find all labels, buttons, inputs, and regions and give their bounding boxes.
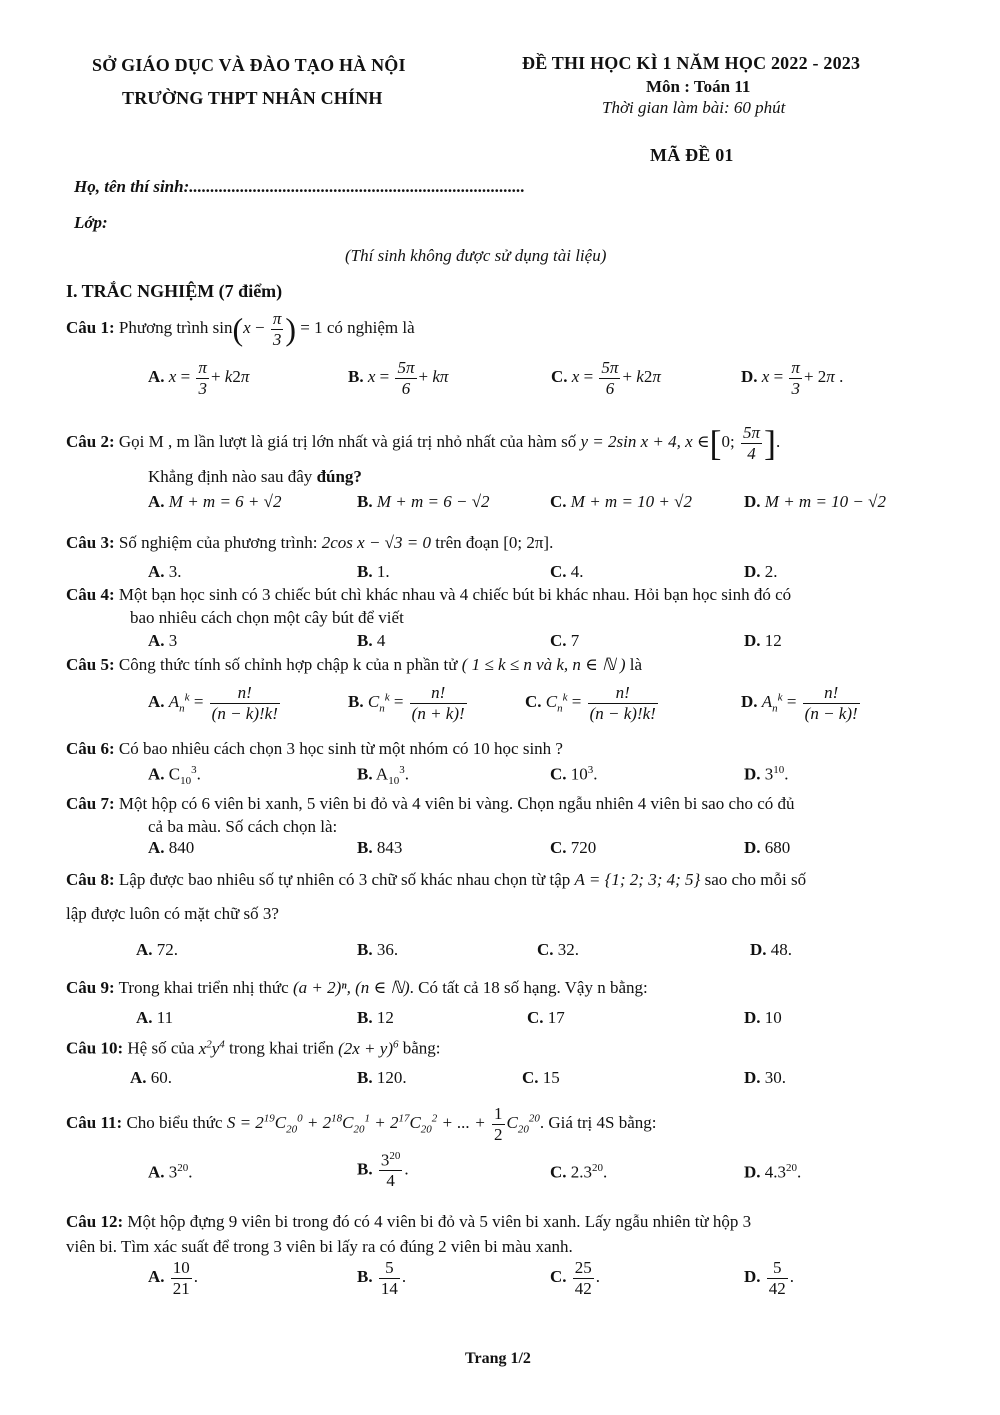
q11-option-b[interactable]: B. $\frac{3^{20}}{4}$ . — [357, 1150, 409, 1191]
question-3: Câu 3: Số nghiệm của phương trình: 2cos x − √3 = 0 trên đoạn [0; 2π]. — [66, 533, 554, 552]
q7-line2: cả ba màu. Số cách chọn là: — [148, 817, 338, 836]
student-class-field[interactable]: Lớp: — [74, 213, 108, 232]
q8-option-c[interactable]: C. 32. — [537, 940, 580, 959]
q4-option-c[interactable]: C. 7 — [550, 631, 580, 650]
q4-option-a[interactable]: A. 3 — [148, 631, 178, 650]
question-12: Câu 12: Một hộp đựng 9 viên bi trong đó có 4 viên bi đỏ và 5 viên bi xanh. Lấy ngẫu nhiên từ hộp 3 — [66, 1212, 752, 1231]
q12-option-d[interactable]: D. $\frac{5}{42}$ . — [744, 1258, 795, 1298]
exam-title: ĐỀ THI HỌC KÌ 1 NĂM HỌC 2022 - 2023 — [522, 53, 861, 73]
q11-option-d[interactable]: D. $4.3^{20}$. — [744, 1162, 802, 1182]
q12-line2: viên bi. Tìm xác suất để trong 3 viên bi lấy ra có đúng 2 viên bi màu xanh. — [66, 1237, 573, 1256]
q9-option-a[interactable]: A. 11 — [136, 1008, 174, 1027]
q10-option-d[interactable]: D. 30. — [744, 1068, 787, 1087]
q7-option-d[interactable]: D. 680 — [744, 838, 791, 857]
q3-option-d[interactable]: D. 2. — [744, 562, 778, 581]
dept-name: SỞ GIÁO DỤC VÀ ĐÀO TẠO HÀ NỘI — [92, 55, 406, 75]
question-11: Câu 11: Cho biểu thức $S = 2^{19}C_{20}^0 + 2^{18}C_{20}^1 + 2^{17}C_{20}^2$ + ... + $\frac{1}{2}$ $C_{20}^{20}$. Giá trị 4S bằng: — [66, 1104, 657, 1144]
page-number: Trang 1/2 — [465, 1350, 531, 1367]
question-10: Câu 10: Hệ số của $x^2y^4$ trong khai triển $(2x + y)^6$ bằng: — [66, 1038, 441, 1058]
q10-option-b[interactable]: B. 120. — [357, 1068, 407, 1087]
question-2: Câu 2: Gọi M , m lần lượt là giá trị lớn nhất và giá trị nhỏ nhất của hàm số y = 2sin x + 4, x ∈[0; $\frac{5\pi}{4}$ ]. — [66, 423, 781, 464]
q11-option-a[interactable]: A. $3^{20}$. — [148, 1162, 193, 1182]
q12-option-b[interactable]: B. $\frac{5}{14}$ . — [357, 1258, 407, 1298]
q3-option-b[interactable]: B. 1. — [357, 562, 390, 581]
question-label: Câu 1: — [66, 317, 115, 337]
exam-note: (Thí sinh không được sử dụng tài liệu) — [345, 246, 607, 265]
question-1: Câu 1: Phương trình sin(x − $\frac{\pi}{3}$ ) = 1 có nghiệm là — [66, 309, 415, 349]
question-4: Câu 4: Một bạn học sinh có 3 chiếc bút chì khác nhau và 4 chiếc bút bi khác nhau. Hỏi bạn học sinh đó có — [66, 585, 792, 604]
q7-option-c[interactable]: C. 720 — [550, 838, 597, 857]
exam-time: Thời gian làm bài: 60 phút — [602, 98, 786, 117]
q3-option-c[interactable]: C. 4. — [550, 562, 584, 581]
q3-option-a[interactable]: A. 3. — [148, 562, 182, 581]
student-name-field[interactable]: Họ, tên thí sinh:............................................................................... — [74, 177, 526, 196]
q5-option-d[interactable]: D. $A_n^k$ = $\frac{n!}{(n - k)!}$ — [741, 683, 858, 723]
q2-option-b[interactable]: B. M + m = 6 − √2 — [357, 492, 490, 511]
q6-option-a[interactable]: A. $C_{10}^3$. — [148, 764, 201, 788]
q9-option-c[interactable]: C. 17 — [527, 1008, 565, 1027]
q4-option-d[interactable]: D. 12 — [744, 631, 782, 650]
q2-option-a[interactable]: A. M + m = 6 + √2 — [148, 492, 282, 511]
subject: Môn : Toán 11 — [646, 77, 751, 96]
q9-option-b[interactable]: B. 12 — [357, 1008, 394, 1027]
q8-option-a[interactable]: A. 72. — [136, 940, 179, 959]
section-title: I. TRẮC NGHIỆM (7 điểm) — [66, 281, 283, 301]
q8-option-b[interactable]: B. 36. — [357, 940, 399, 959]
q1-option-d[interactable]: D. x = $\frac{\pi}{3}$ + 2π . — [741, 358, 844, 398]
q7-option-b[interactable]: B. 843 — [357, 838, 403, 857]
q4-option-b[interactable]: B. 4 — [357, 631, 386, 650]
q4-line2: bao nhiêu cách chọn một cây bút để viết — [130, 608, 404, 627]
q2-line2: Khẳng định nào sau đây đúng? — [148, 467, 362, 486]
q6-option-d[interactable]: D. $3^{10}$. — [744, 764, 789, 784]
q5-option-b[interactable]: B. $C_n^k$ = $\frac{n!}{(n + k)!}$ — [348, 683, 465, 723]
q2-option-c[interactable]: C. M + m = 10 + √2 — [550, 492, 692, 511]
q1-option-a[interactable]: A. x = $\frac{\pi}{3}$ + k2π — [148, 358, 250, 398]
q6-option-b[interactable]: B. $A_{10}^3$. — [357, 764, 409, 788]
q8-option-d[interactable]: D. 48. — [750, 940, 793, 959]
question-8: Câu 8: Lập được bao nhiêu số tự nhiên có 3 chữ số khác nhau chọn từ tập A = {1; 2; 3; 4; 5} sao cho mỗi số — [66, 870, 807, 889]
q10-option-c[interactable]: C. 15 — [522, 1068, 560, 1087]
question-5: Câu 5: Công thức tính số chỉnh hợp chập k của n phần tử ( 1 ≤ k ≤ n và k, n ∈ ℕ ) là — [66, 655, 643, 674]
question-9: Câu 9: Trong khai triển nhị thức (a + 2)ⁿ, (n ∈ ℕ). Có tất cả 18 số hạng. Vậy n bằng: — [66, 978, 648, 997]
q9-option-d[interactable]: D. 10 — [744, 1008, 782, 1027]
q11-option-c[interactable]: C. $2.3^{20}$. — [550, 1162, 608, 1182]
school-name: TRƯỜNG THPT NHÂN CHÍNH — [122, 88, 383, 108]
q8-line2: lập được luôn có mặt chữ số 3? — [66, 904, 279, 923]
q1-option-b[interactable]: B. x = $\frac{5\pi}{6}$ + kπ — [348, 358, 449, 398]
q12-option-c[interactable]: C. $\frac{25}{42}$ . — [550, 1258, 601, 1298]
q7-option-a[interactable]: A. 840 — [148, 838, 195, 857]
question-6: Câu 6: Có bao nhiêu cách chọn 3 học sinh từ một nhóm có 10 học sinh ? — [66, 739, 563, 758]
q2-option-d[interactable]: D. M + m = 10 − √2 — [744, 492, 886, 511]
q5-option-c[interactable]: C. $C_n^k$ = $\frac{n!}{(n - k)!k!}$ — [525, 683, 656, 723]
q10-option-a[interactable]: A. 60. — [130, 1068, 173, 1087]
q1-option-c[interactable]: C. x = $\frac{5\pi}{6}$ + k2π — [551, 358, 661, 398]
q12-option-a[interactable]: A. $\frac{10}{21}$ . — [148, 1258, 199, 1298]
q6-option-c[interactable]: C. $10^3$. — [550, 764, 598, 784]
q5-option-a[interactable]: A. $A_n^k$ = $\frac{n!}{(n - k)!k!}$ — [148, 683, 278, 723]
question-7: Câu 7: Một hộp có 6 viên bi xanh, 5 viên bi đỏ và 4 viên bi vàng. Chọn ngẫu nhiên 4 viên bi sao cho có đủ — [66, 794, 795, 813]
exam-code: MÃ ĐỀ 01 — [650, 145, 734, 165]
